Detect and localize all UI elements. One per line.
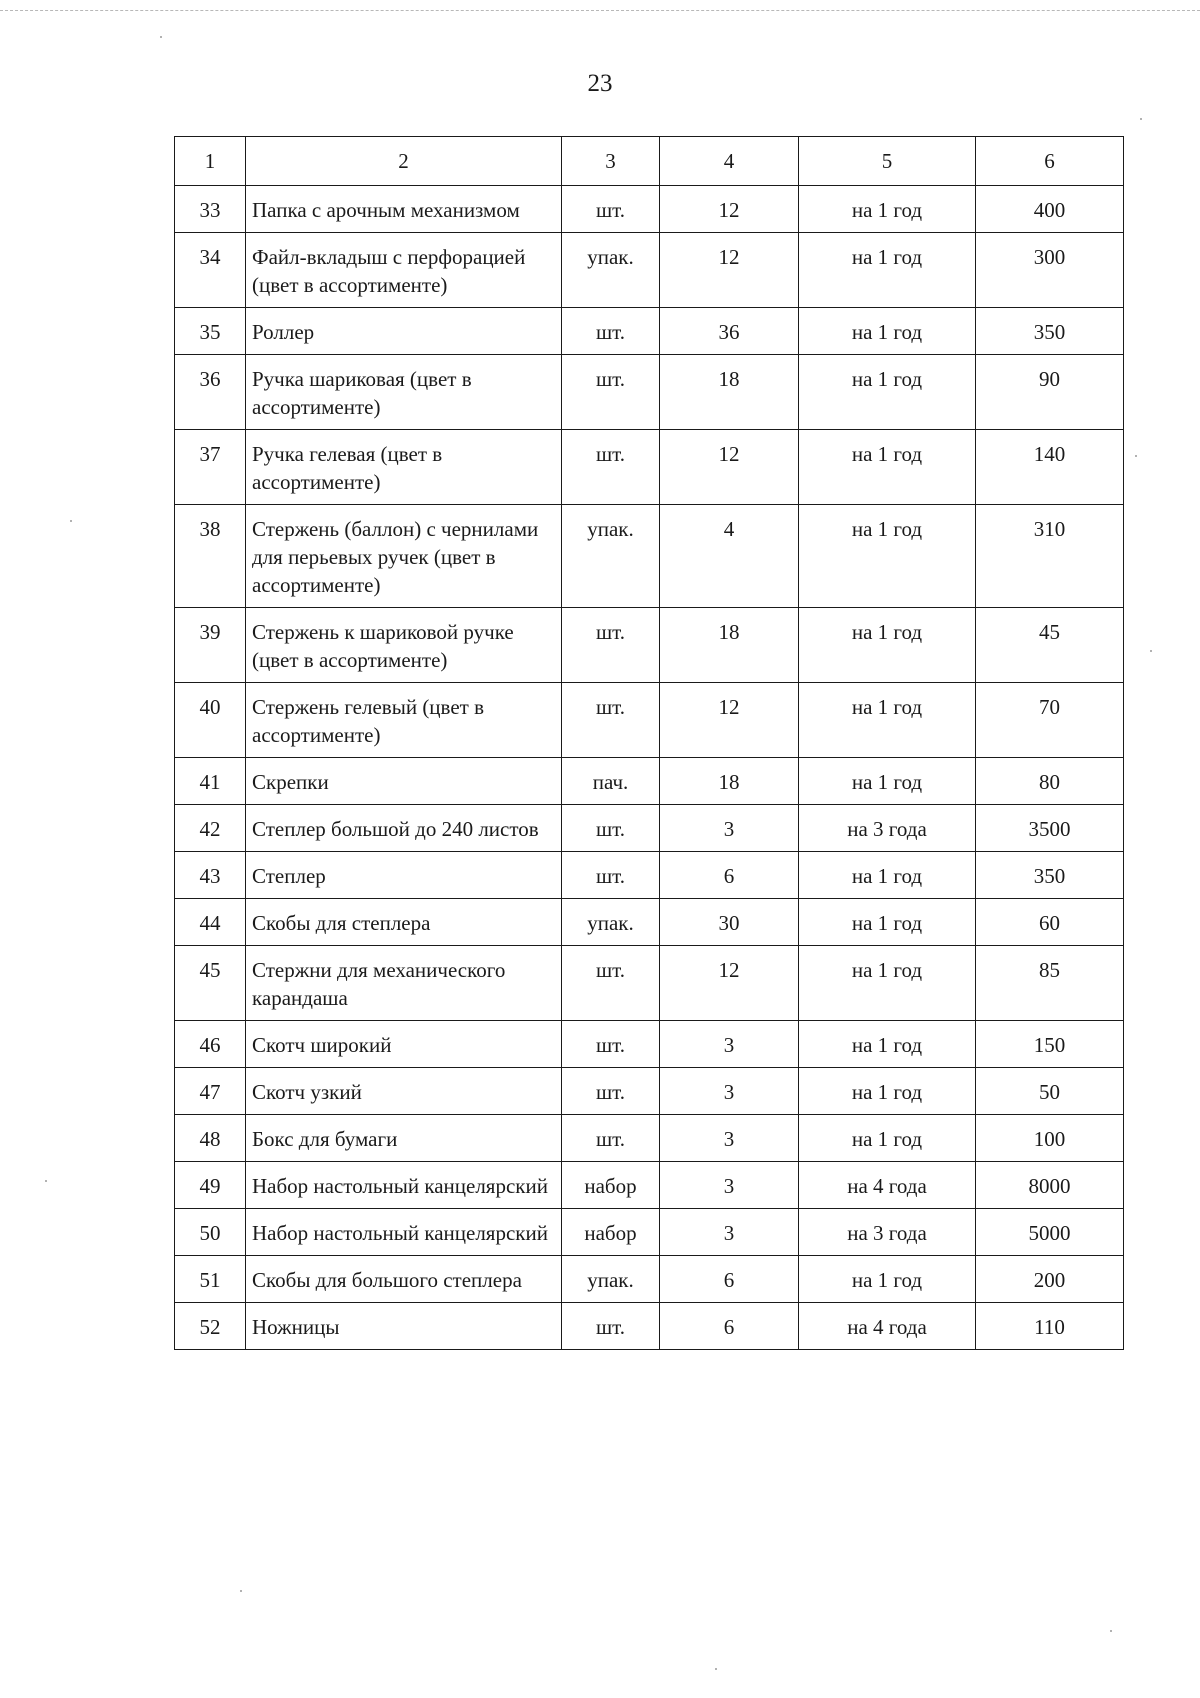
item-name-cell: Файл-вкладыш с перфорацией (цвет в ассортименте) [246,233,562,308]
item-number-cell: 51 [175,1256,246,1303]
price-cell: 50 [976,1068,1124,1115]
term-cell: на 1 год [799,683,976,758]
unit-cell: шт. [562,1115,660,1162]
scan-speck [45,1180,47,1182]
unit-cell: набор [562,1209,660,1256]
column-header: 2 [246,137,562,186]
item-name-cell: Стержень (баллон) с чернилами для перьевых ручек (цвет в ассортименте) [246,505,562,608]
quantity-cell: 12 [660,430,799,505]
price-cell: 5000 [976,1209,1124,1256]
unit-cell: шт. [562,1021,660,1068]
item-name-cell: Скобы для большого степлера [246,1256,562,1303]
term-cell: на 1 год [799,1256,976,1303]
quantity-cell: 6 [660,1303,799,1350]
page-number: 23 [587,70,613,97]
item-number-cell: 46 [175,1021,246,1068]
item-name-cell: Ножницы [246,1303,562,1350]
scan-speck [240,1590,242,1592]
term-cell: на 1 год [799,946,976,1021]
price-cell: 85 [976,946,1124,1021]
unit-cell: упак. [562,1256,660,1303]
scan-edge-line [0,10,1200,11]
quantity-cell: 18 [660,608,799,683]
quantity-cell: 3 [660,805,799,852]
term-cell: на 1 год [799,899,976,946]
unit-cell: шт. [562,1068,660,1115]
quantity-cell: 3 [660,1021,799,1068]
term-cell: на 1 год [799,186,976,233]
item-name-cell: Стержень к шариковой ручке (цвет в ассортименте) [246,608,562,683]
column-header: 1 [175,137,246,186]
scan-speck [715,1668,717,1670]
item-number-cell: 52 [175,1303,246,1350]
column-header: 6 [976,137,1124,186]
unit-cell: шт. [562,683,660,758]
column-header: 4 [660,137,799,186]
price-cell: 110 [976,1303,1124,1350]
quantity-cell: 3 [660,1068,799,1115]
supplies-table [174,136,1124,1350]
unit-cell: шт. [562,355,660,430]
item-number-cell: 45 [175,946,246,1021]
price-cell: 100 [976,1115,1124,1162]
unit-cell: упак. [562,505,660,608]
table-row [175,233,1124,308]
item-name-cell: Папка с арочным механизмом [246,186,562,233]
item-number-cell: 35 [175,308,246,355]
item-name-cell: Скобы для степлера [246,899,562,946]
column-header: 5 [799,137,976,186]
quantity-cell: 18 [660,355,799,430]
item-name-cell: Набор настольный канцелярский [246,1162,562,1209]
quantity-cell: 6 [660,852,799,899]
item-name-cell: Степлер [246,852,562,899]
term-cell: на 1 год [799,308,976,355]
item-number-cell: 40 [175,683,246,758]
item-number-cell: 49 [175,1162,246,1209]
price-cell: 350 [976,308,1124,355]
item-number-cell: 41 [175,758,246,805]
unit-cell: шт. [562,946,660,1021]
price-cell: 70 [976,683,1124,758]
item-name-cell: Набор настольный канцелярский [246,1209,562,1256]
table-row [175,1021,1124,1068]
table-row [175,852,1124,899]
item-number-cell: 50 [175,1209,246,1256]
scan-speck [1135,455,1137,457]
price-cell: 80 [976,758,1124,805]
unit-cell: шт. [562,608,660,683]
item-name-cell: Скотч узкий [246,1068,562,1115]
scan-speck [70,520,72,522]
term-cell: на 1 год [799,233,976,308]
table-row [175,1115,1124,1162]
table-body [175,186,1124,1350]
price-cell: 200 [976,1256,1124,1303]
unit-cell: набор [562,1162,660,1209]
table-row [175,946,1124,1021]
unit-cell: шт. [562,1303,660,1350]
unit-cell: шт. [562,186,660,233]
price-cell: 350 [976,852,1124,899]
term-cell: на 1 год [799,1068,976,1115]
price-cell: 8000 [976,1162,1124,1209]
unit-cell: упак. [562,899,660,946]
item-number-cell: 36 [175,355,246,430]
item-number-cell: 47 [175,1068,246,1115]
table-row [175,1209,1124,1256]
item-name-cell: Скотч широкий [246,1021,562,1068]
scan-speck [1110,1630,1112,1632]
table-row [175,1303,1124,1350]
item-number-cell: 37 [175,430,246,505]
item-number-cell: 39 [175,608,246,683]
term-cell: на 4 года [799,1303,976,1350]
quantity-cell: 30 [660,899,799,946]
item-number-cell: 48 [175,1115,246,1162]
item-name-cell: Роллер [246,308,562,355]
term-cell: на 1 год [799,608,976,683]
term-cell: на 3 года [799,1209,976,1256]
table-row [175,758,1124,805]
item-name-cell: Ручка гелевая (цвет в ассортименте) [246,430,562,505]
price-cell: 140 [976,430,1124,505]
quantity-cell: 3 [660,1209,799,1256]
item-name-cell: Стержень гелевый (цвет в ассортименте) [246,683,562,758]
unit-cell: шт. [562,805,660,852]
item-name-cell: Скрепки [246,758,562,805]
table-row [175,805,1124,852]
term-cell: на 1 год [799,430,976,505]
term-cell: на 1 год [799,1021,976,1068]
price-cell: 60 [976,899,1124,946]
table-row [175,899,1124,946]
item-name-cell: Степлер большой до 240 листов [246,805,562,852]
term-cell: на 1 год [799,852,976,899]
term-cell: на 4 года [799,1162,976,1209]
item-number-cell: 38 [175,505,246,608]
scan-speck [160,36,162,38]
table-row [175,186,1124,233]
scan-speck [1150,650,1152,652]
unit-cell: пач. [562,758,660,805]
term-cell: на 1 год [799,1115,976,1162]
item-name-cell: Стержни для механического карандаша [246,946,562,1021]
price-cell: 300 [976,233,1124,308]
term-cell: на 3 года [799,805,976,852]
table-row [175,608,1124,683]
item-number-cell: 43 [175,852,246,899]
quantity-cell: 12 [660,186,799,233]
term-cell: на 1 год [799,758,976,805]
item-number-cell: 42 [175,805,246,852]
table-row [175,1068,1124,1115]
quantity-cell: 12 [660,946,799,1021]
table-row [175,355,1124,430]
table-header-row [175,137,1124,186]
quantity-cell: 4 [660,505,799,608]
scan-speck [1140,118,1142,120]
unit-cell: шт. [562,852,660,899]
column-header: 3 [562,137,660,186]
price-cell: 150 [976,1021,1124,1068]
quantity-cell: 12 [660,233,799,308]
price-cell: 90 [976,355,1124,430]
price-cell: 3500 [976,805,1124,852]
quantity-cell: 12 [660,683,799,758]
item-name-cell: Бокс для бумаги [246,1115,562,1162]
item-number-cell: 34 [175,233,246,308]
term-cell: на 1 год [799,355,976,430]
unit-cell: шт. [562,430,660,505]
price-cell: 400 [976,186,1124,233]
unit-cell: упак. [562,233,660,308]
price-cell: 310 [976,505,1124,608]
quantity-cell: 6 [660,1256,799,1303]
quantity-cell: 36 [660,308,799,355]
quantity-cell: 3 [660,1115,799,1162]
table-row [175,505,1124,608]
table-row [175,1256,1124,1303]
table-row [175,683,1124,758]
item-name-cell: Ручка шариковая (цвет в ассортименте) [246,355,562,430]
unit-cell: шт. [562,308,660,355]
table-row [175,430,1124,505]
term-cell: на 1 год [799,505,976,608]
quantity-cell: 18 [660,758,799,805]
quantity-cell: 3 [660,1162,799,1209]
price-cell: 45 [976,608,1124,683]
table-row [175,1162,1124,1209]
item-number-cell: 33 [175,186,246,233]
item-number-cell: 44 [175,899,246,946]
table-row [175,308,1124,355]
